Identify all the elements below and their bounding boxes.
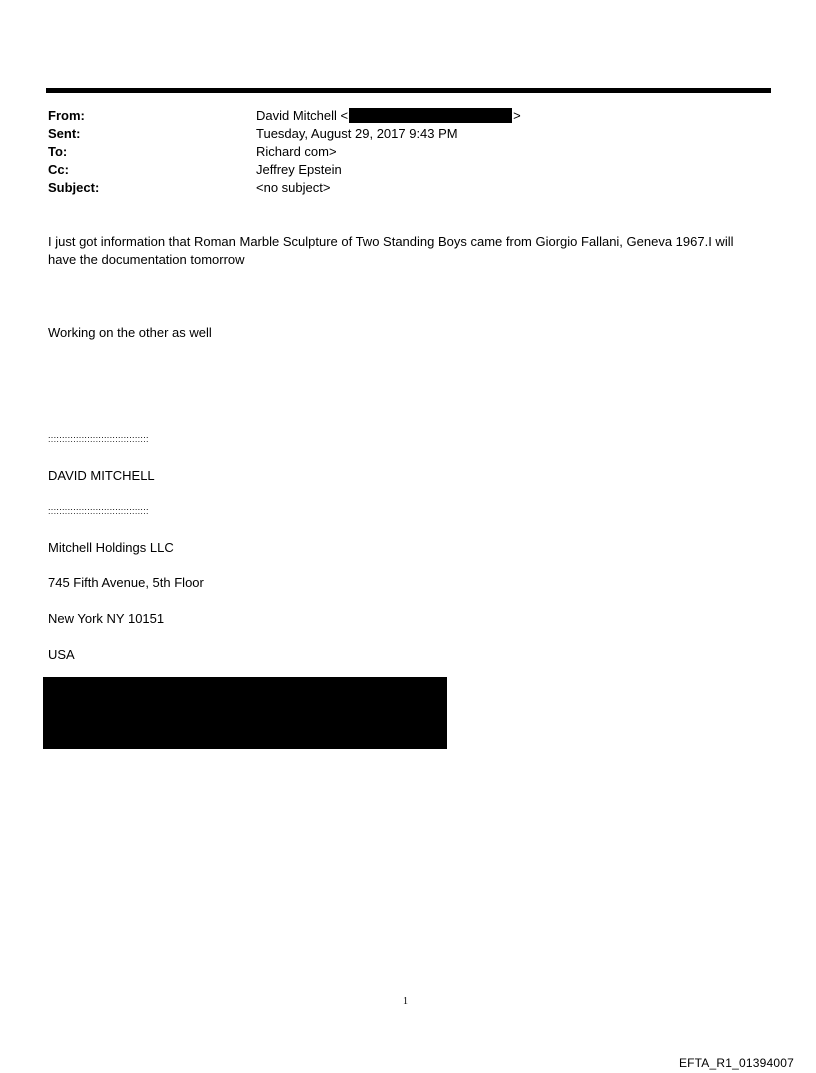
cc-value: Jeffrey Epstein [256, 162, 342, 177]
subject-row [48, 179, 521, 197]
signature-divider-bottom: :::::::::::::::::::::::::::::::::::: [48, 506, 149, 516]
page-number: 1 [403, 996, 408, 1007]
header-rule [46, 88, 771, 93]
signature-name: DAVID MITCHELL [48, 468, 155, 483]
signature-divider-top: :::::::::::::::::::::::::::::::::::: [48, 434, 149, 444]
signature-country: USA [48, 647, 75, 662]
signature-address-1: 745 Fifth Avenue, 5th Floor [48, 575, 204, 590]
cc-label: Cc: [48, 162, 69, 177]
from-close: > [513, 108, 521, 123]
from-label: From: [48, 108, 85, 123]
to-row [48, 143, 521, 161]
signature-address-2: New York NY 10151 [48, 611, 165, 626]
bates-number: EFTA_R1_01394007 [678, 1056, 794, 1070]
subject-label: Subject: [48, 180, 100, 195]
signature-company: Mitchell Holdings LLC [48, 540, 174, 555]
sent-label: Sent: [48, 126, 81, 141]
to-label: To: [48, 144, 68, 159]
body-line-1: I just got information that Roman Marble Sculpture of Two Standing Boys came from Giorgio Fallani, Geneva 1967.I will [48, 234, 734, 249]
email-header [48, 107, 521, 197]
to-value: Richard com> [256, 144, 337, 159]
sent-row [48, 125, 521, 143]
body-line-2: have the documentation tomorrow [48, 252, 245, 267]
body-line-3: Working on the other as well [48, 325, 212, 340]
subject-value: <no subject> [256, 180, 331, 195]
from-row [48, 107, 521, 125]
from-value [256, 107, 521, 125]
redaction-block [43, 677, 447, 749]
sent-value: Tuesday, August 29, 2017 9:43 PM [256, 126, 458, 141]
cc-row [48, 161, 521, 179]
redaction-email [349, 108, 512, 123]
from-name: David Mitchell < [256, 108, 349, 123]
